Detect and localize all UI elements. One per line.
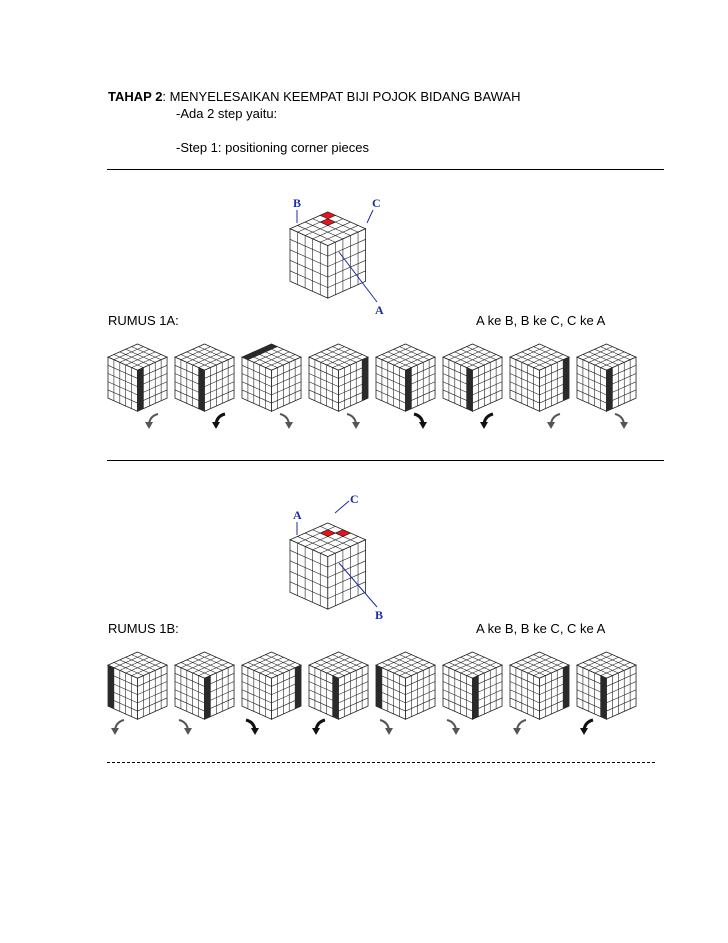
rotate-left-arrow-icon [547, 414, 560, 429]
rotate-right-arrow-icon [280, 414, 293, 429]
dark-stripe [333, 676, 339, 720]
dark-stripe [108, 665, 114, 709]
dark-stripe [473, 676, 479, 720]
move-sequence-1b-graphic [108, 650, 668, 750]
cube [309, 652, 368, 719]
rotate-left-arrow-icon [312, 720, 325, 735]
step-1-title: -Step 1: positioning corner pieces [176, 140, 369, 155]
dark-stripe [563, 665, 569, 709]
dark-stripe [362, 357, 368, 401]
cube [510, 344, 569, 411]
rotate-left-arrow-icon [513, 720, 526, 735]
rotate-right-arrow-icon [246, 720, 259, 735]
rotate-right-arrow-icon [347, 414, 360, 429]
divider-middle [107, 460, 664, 461]
stage-label: TAHAP 2 [108, 89, 163, 104]
cube [376, 652, 435, 719]
dark-stripe [601, 676, 607, 720]
rotate-left-arrow-icon [212, 414, 225, 429]
cube [290, 212, 366, 298]
cube [175, 344, 234, 411]
move-sequence-1a-graphic [108, 342, 668, 442]
corner-label-a: A [375, 303, 384, 317]
stage-title: : MENYELESAIKAN KEEMPAT BIJI POJOK BIDANG BAWAH [162, 89, 521, 104]
cube [510, 652, 569, 719]
rotate-right-arrow-icon [414, 414, 427, 429]
cube [443, 652, 502, 719]
corner-label-a: A [293, 508, 302, 522]
rotate-right-arrow-icon [380, 720, 393, 735]
rotate-right-arrow-icon [447, 720, 460, 735]
rotate-right-arrow-icon [179, 720, 192, 735]
cube [175, 652, 234, 719]
divider-top [107, 169, 664, 170]
dark-stripe [406, 368, 412, 412]
dark-stripe [295, 665, 301, 709]
cube [108, 344, 167, 411]
cube [577, 652, 636, 719]
rotate-right-arrow-icon [615, 414, 628, 429]
steps-intro: -Ada 2 step yaitu: [176, 106, 278, 121]
corner-label-c: C [350, 492, 359, 506]
leader-line [335, 501, 349, 513]
cube [309, 344, 368, 411]
dark-stripe [376, 665, 382, 709]
corner-label-b: B [375, 608, 384, 622]
dark-stripe [205, 676, 211, 720]
cube [577, 344, 636, 411]
rumus-1a-label: RUMUS 1A: [108, 313, 179, 328]
cube [108, 652, 167, 719]
rumus-1a-rule: A ke B, B ke C, C ke A [476, 313, 606, 328]
stage-heading [108, 89, 521, 104]
dark-stripe [138, 368, 144, 412]
rotate-left-arrow-icon [580, 720, 593, 735]
rotate-left-arrow-icon [480, 414, 493, 429]
cube [443, 344, 502, 411]
cube-diagram-1b [285, 492, 405, 625]
dark-stripe [607, 368, 613, 412]
dark-stripe [563, 357, 569, 401]
cube [242, 652, 301, 719]
move-sequence-1b [108, 650, 668, 750]
rumus-1b-label: RUMUS 1B: [108, 621, 179, 636]
cube-diagram-1a [285, 190, 405, 320]
dark-stripe [199, 368, 205, 412]
dark-stripe [467, 368, 473, 412]
divider-bottom-dashed [107, 762, 655, 763]
rumus-1b-rule: A ke B, B ke C, C ke A [476, 621, 606, 636]
move-sequence-1a [108, 342, 668, 442]
cube [290, 523, 366, 609]
cube [242, 344, 301, 411]
corner-label-c: C [372, 196, 381, 210]
corner-label-b: B [293, 196, 302, 210]
rotate-left-arrow-icon [145, 414, 158, 429]
leader-line [367, 210, 373, 223]
rotate-left-arrow-icon [111, 720, 124, 735]
cube [376, 344, 435, 411]
